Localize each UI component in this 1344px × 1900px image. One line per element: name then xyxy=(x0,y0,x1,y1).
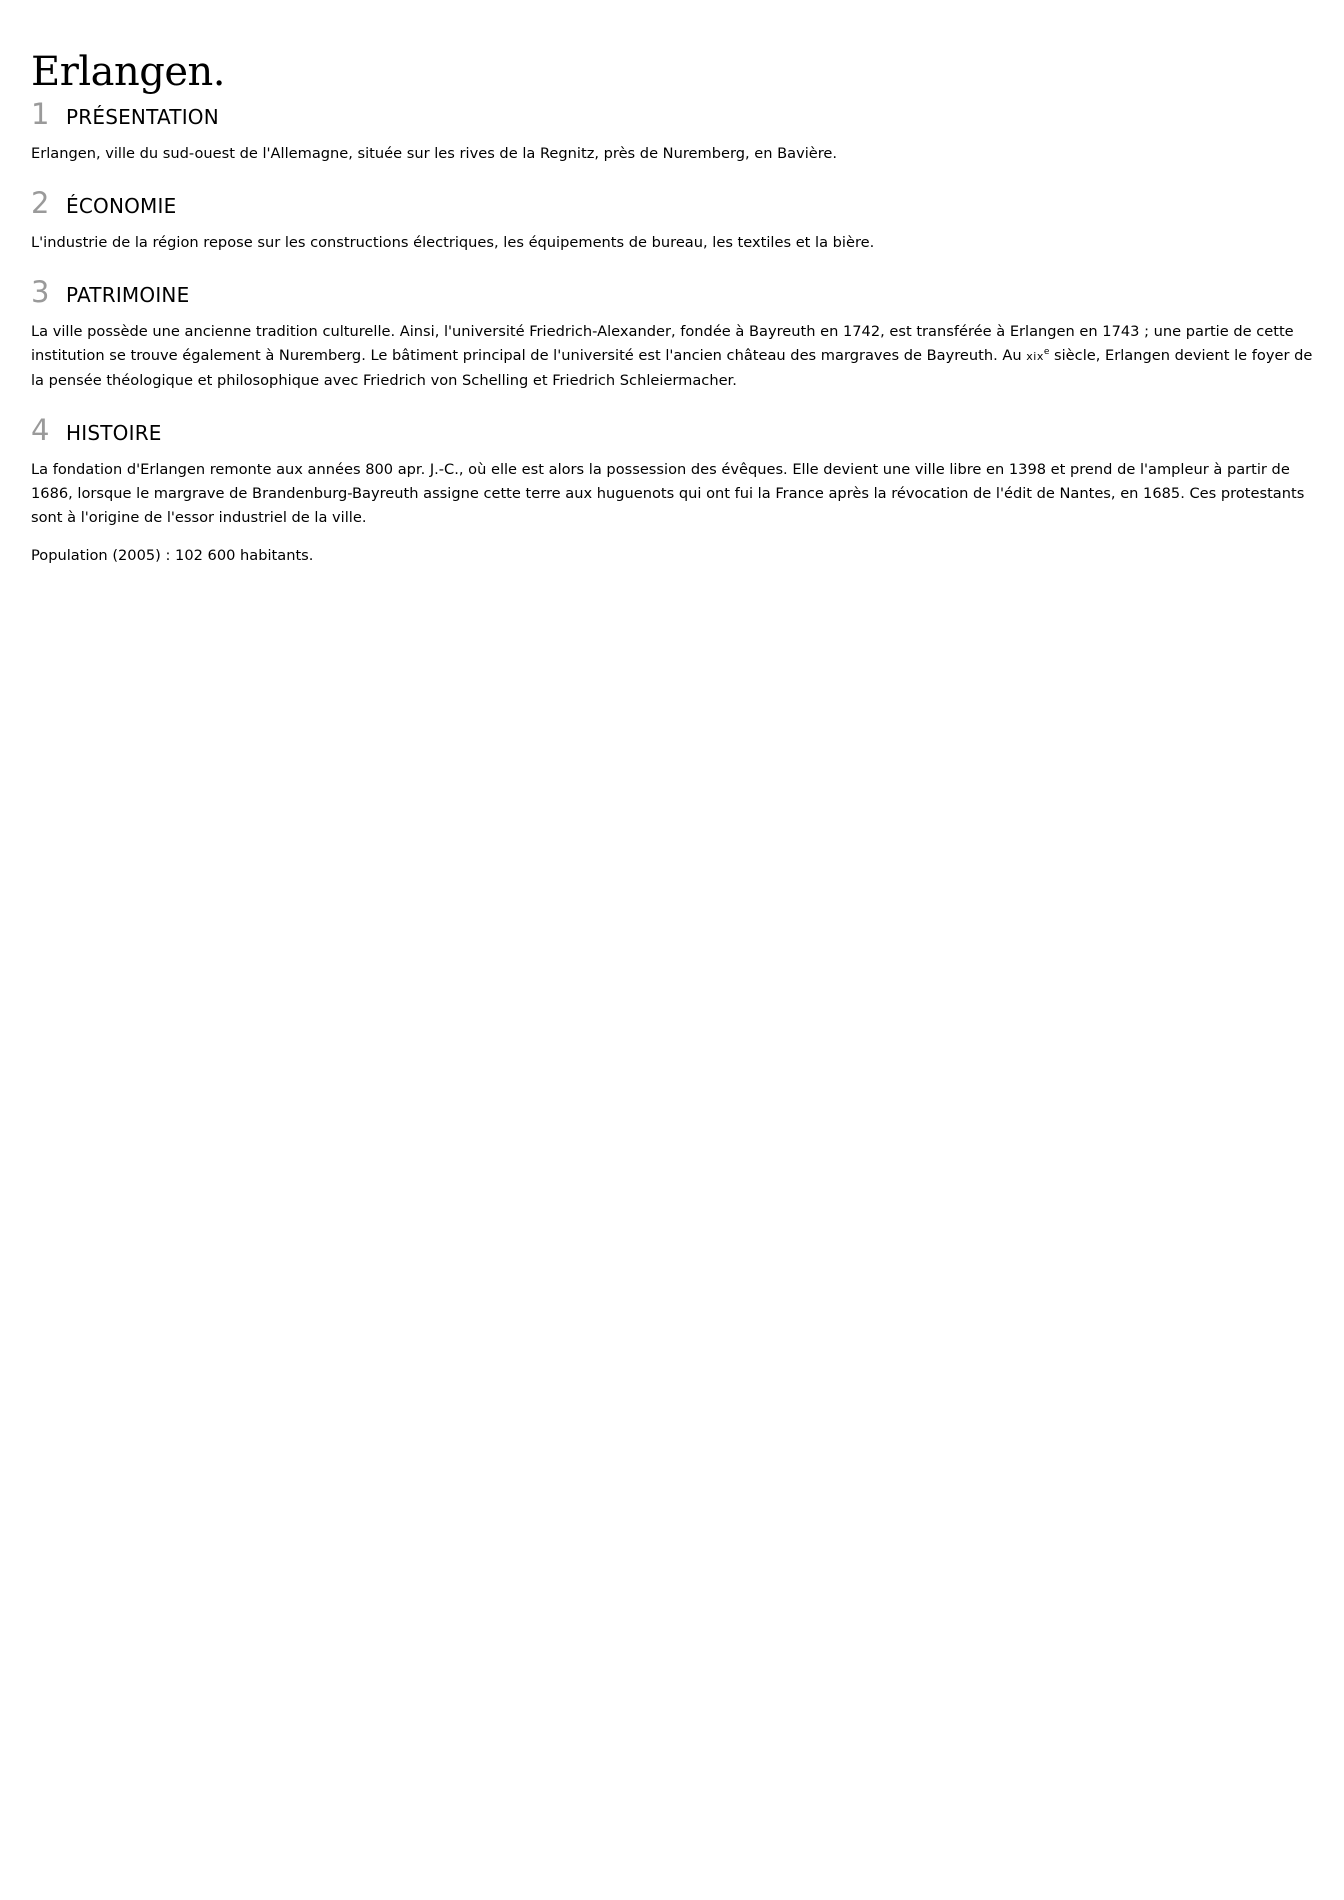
section-patrimoine xyxy=(31,274,1316,393)
section-paragraph: Erlangen, ville du sud-ouest de l'Allemagne, située sur les rives de la Regnitz, près de Nuremberg, en Bavière. xyxy=(31,145,838,162)
paragraph-text: La ville possède une ancienne tradition culturelle. Ainsi, l'université Friedrich-Alexander, fondée à Bayreuth en 1742, est transférée à Erlangen en 1743 ; une partie de cette institution se trouve également à Nuremberg. Le bâtiment principal de l'université est l'ancien château des margraves de Bayreuth. Au xyxy=(31,323,1294,364)
section-heading xyxy=(31,96,1316,136)
document-page xyxy=(31,48,1316,568)
section-heading xyxy=(31,185,1316,225)
century-superscript: e xyxy=(1043,347,1050,358)
section-heading xyxy=(31,274,1316,314)
century-numeral: xix xyxy=(1026,350,1044,363)
section-title: PRÉSENTATION xyxy=(66,105,219,129)
section-paragraph: L'industrie de la région repose sur les constructions électriques, les équipements de bureau, les textiles et la bière. xyxy=(31,234,875,251)
section-paragraph xyxy=(31,320,1316,393)
section-title: ÉCONOMIE xyxy=(66,194,177,218)
section-paragraph: La fondation d'Erlangen remonte aux années 800 apr. J.-C., où elle est alors la possession des évêques. Elle devient une ville libre en 1398 et prend de l'ampleur à partir de 1686, lorsque le margrave de Brandenburg-Bayreuth assigne cette terre aux huguenots qui ont fui la France après la révocation de l'édit de Nantes, en 1685. Ces protestants sont à l'origine de l'essor industriel de la ville. xyxy=(31,461,1305,526)
page-title: Erlangen. xyxy=(31,49,225,95)
section-number: 2 xyxy=(31,186,50,220)
section-title: PATRIMOINE xyxy=(66,283,190,307)
section-heading xyxy=(31,412,1316,452)
section-economie xyxy=(31,185,1316,255)
section-histoire xyxy=(31,412,1316,568)
section-presentation xyxy=(31,96,1316,166)
section-number: 4 xyxy=(31,413,50,447)
population-line: Population (2005) : 102 600 habitants. xyxy=(31,547,314,564)
section-number: 1 xyxy=(31,97,50,131)
section-number: 3 xyxy=(31,275,50,309)
section-title: HISTOIRE xyxy=(66,421,162,445)
paragraph-text: siècle, Erlangen devient le foyer de la pensée théologique et philosophique avec Friedrich von Schelling et Friedrich Schleiermacher. xyxy=(31,347,1313,389)
